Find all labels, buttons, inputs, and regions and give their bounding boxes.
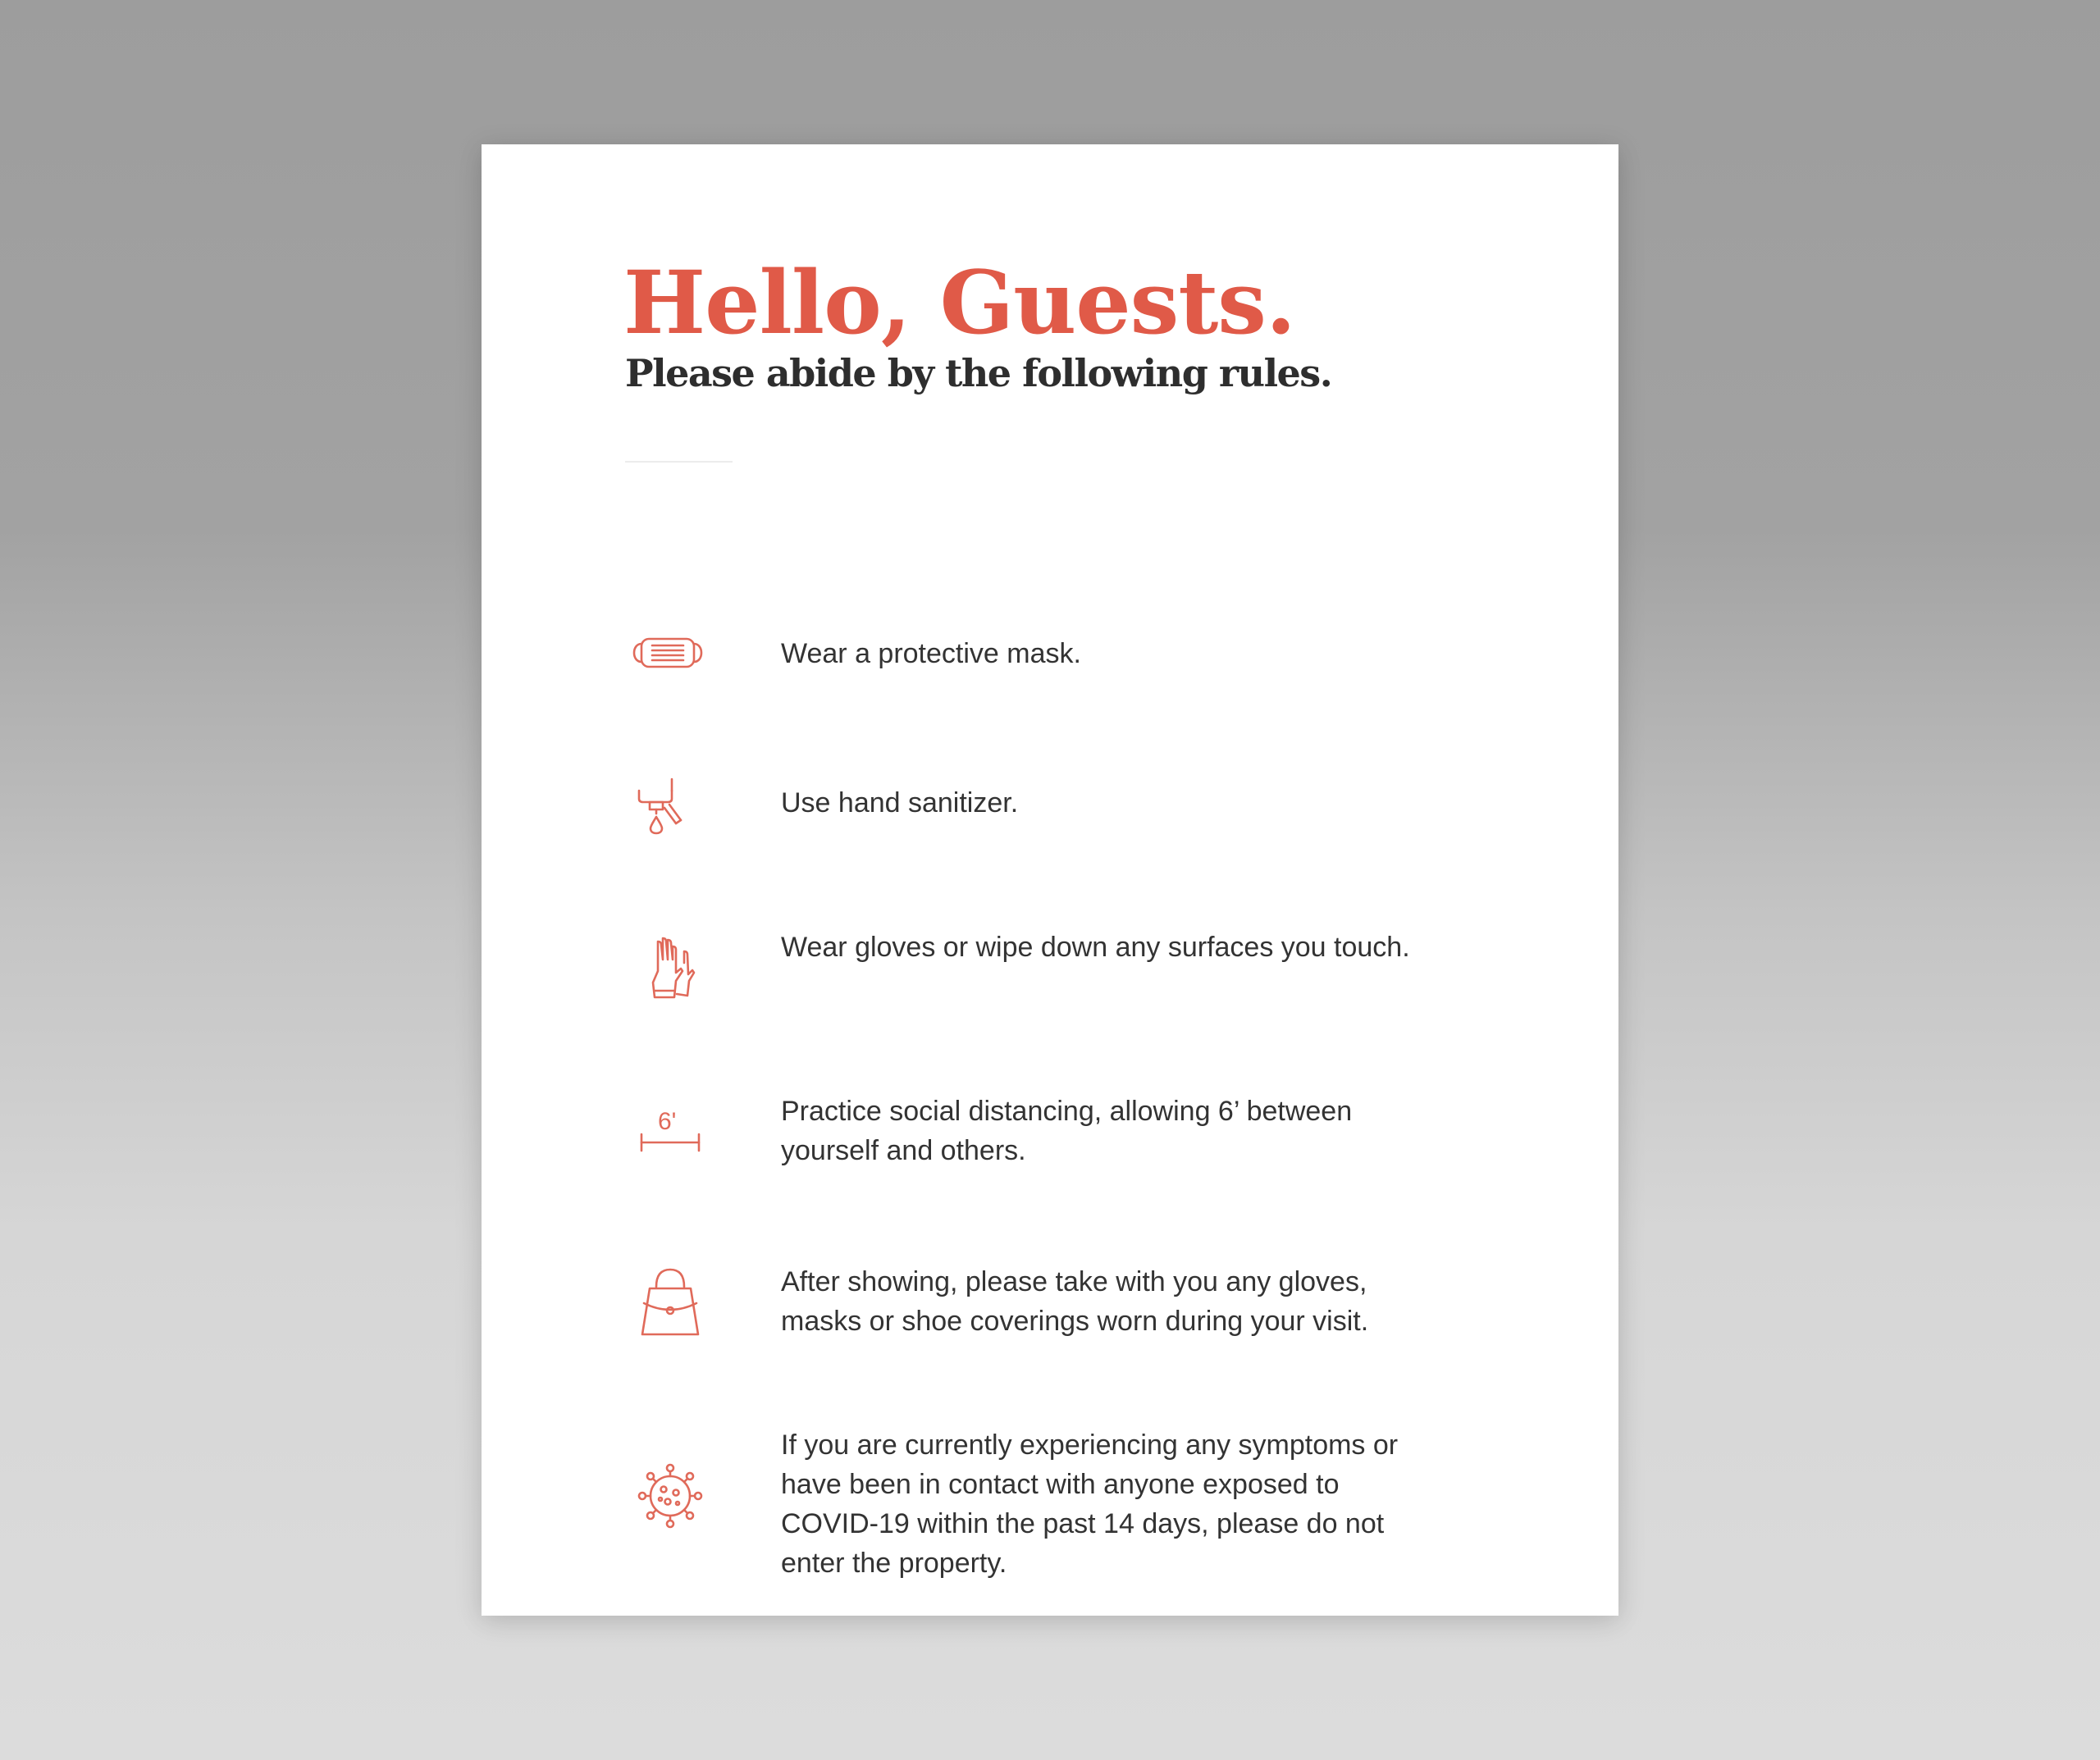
face-mask-icon	[625, 609, 715, 699]
rules-sign	[482, 144, 1618, 1616]
rule-text: Wear a protective mask.	[781, 638, 1081, 669]
sign-subtitle: Please abide by the following rules.	[625, 351, 1332, 395]
sign-title: Hello, Guests.	[623, 251, 1295, 353]
rule-text: Practice social distancing, allowing 6’ between yourself and others.	[781, 1096, 1353, 1166]
distance-measure-icon	[625, 1086, 715, 1176]
distance-label: 6'	[658, 1108, 677, 1135]
divider	[625, 461, 733, 463]
rule-text: Use hand sanitizer.	[781, 787, 1019, 818]
handbag-icon	[625, 1256, 715, 1346]
sanitizer-dispenser-icon	[625, 758, 715, 848]
gloves-icon	[625, 922, 715, 1012]
rule-text: After showing, please take with you any gloves, masks or shoe coverings worn during your visit.	[781, 1266, 1369, 1337]
rule-text: If you are currently experiencing any symptoms or have been in contact with anyone exposed to COVID-19 within the past 14 days, please do not enter the property.	[781, 1429, 1399, 1579]
rule-text: Wear gloves or wipe down any surfaces you touch.	[781, 932, 1410, 963]
virus-icon	[625, 1448, 715, 1538]
